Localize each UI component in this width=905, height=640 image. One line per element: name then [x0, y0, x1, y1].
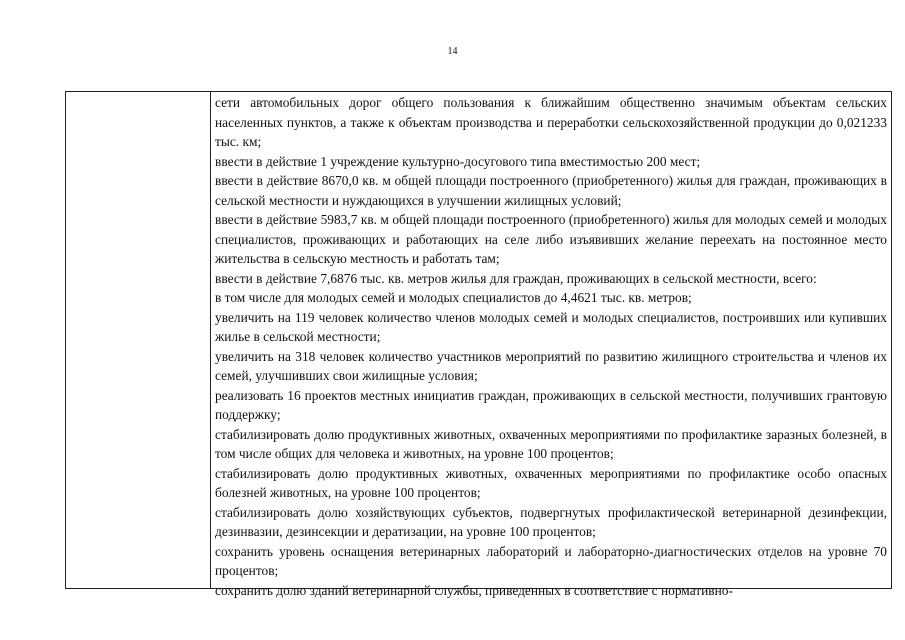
- table-paragraph: сети автомобильных дорог общего пользования к ближайшим общественно значимым объектам сельских населенных пунктов, а также к объектам производства и переработки сельскохозяйственной продукции до 0,021233 тыс. км;: [215, 95, 887, 149]
- page-number: 14: [447, 46, 458, 57]
- table-paragraph: увеличить на 119 человек количество членов молодых семей и молодых специалистов, построивших или купивших жилье в сельской местности;: [215, 309, 887, 344]
- table-paragraph: в том числе для молодых семей и молодых специалистов до 4,4621 тыс. кв. метров;: [215, 290, 692, 305]
- table-right-cell: [211, 92, 891, 598]
- table-paragraph: стабилизировать долю продуктивных животных, охваченных мероприятиями по профилактике особо опасных болезней животных, на уровне 100 процентов;: [215, 465, 887, 500]
- table-paragraph: сохранить уровень оснащения ветеринарных лабораторий и лабораторно-диагностических отделов на уровне 70 процентов;: [215, 543, 887, 578]
- table-paragraph: ввести в действие 7,6876 тыс. кв. метров жилья для граждан, проживающих в сельской местности, всего:: [215, 270, 817, 286]
- table-paragraph: ввести в действие 5983,7 кв. м общей площади построенного (приобретенного) жилья для молодых семей и молодых специалистов, проживающих и работающих на селе либо изъявивших желание переехать на постоянное место жительства в сельскую местность и работать там;: [215, 212, 887, 266]
- table-paragraph: стабилизировать долю хозяйствующих субъектов, подвергнутых профилактической ветеринарной дезинфекции, дезинвазии, дезинсекции и дератизации, на уровне 100 процентов;: [215, 504, 887, 539]
- document-table: [65, 91, 892, 598]
- table-paragraph: увеличить на 318 человек количество участников мероприятий по развитию жилищного строительства и членов их семей, улучшивших свои жилищные условия;: [215, 348, 887, 383]
- table-paragraph: сохранить долю зданий ветеринарной службы, приведенных в соответствие с нормативно-: [215, 582, 733, 598]
- table-paragraph: реализовать 16 проектов местных инициатив граждан, проживающих в сельской местности, получивших грантовую поддержку;: [215, 387, 887, 422]
- table-paragraph: ввести в действие 8670,0 кв. м общей площади построенного (приобретенного) жилья для граждан, проживающих в сельской местности и нуждающихся в улучшении жилищных условий;: [215, 173, 887, 208]
- table-paragraph: стабилизировать долю продуктивных животных, охваченных мероприятиями по профилактике заразных болезней, в том числе общих для человека и животных, на уровне 100 процентов;: [215, 426, 887, 461]
- table-left-cell: [66, 92, 211, 588]
- table-paragraph: ввести в действие 1 учреждение культурно-досугового типа вместимостью 200 мест;: [215, 153, 701, 169]
